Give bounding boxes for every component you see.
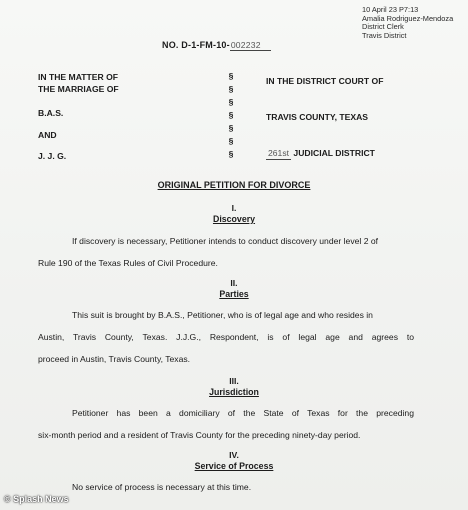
photo-credit-watermark: © Splash News [4, 494, 69, 504]
section-2-body [38, 304, 414, 370]
case-number-prefix: NO. D-1-FM-10- [162, 40, 230, 50]
paragraph-line [38, 402, 414, 424]
section-2-number: II. [230, 278, 238, 288]
case-number [162, 40, 271, 51]
line-text: No service of process is necessary at this time. [72, 482, 252, 492]
section-symbol: § [228, 123, 234, 133]
filing-stamp [362, 6, 453, 40]
line-text: Petitioner has been a domiciliary of the State of Texas for the preceding [72, 408, 414, 418]
document-title: ORIGINAL PETITION FOR DIVORCE [157, 180, 311, 190]
paragraph-line: proceed in Austin, Travis County, Texas. [38, 354, 191, 364]
section-1-heading: Discovery [212, 214, 256, 224]
section-symbol: § [228, 149, 234, 159]
caption-left-line2: THE MARRIAGE OF [38, 84, 119, 94]
caption-court: IN THE DISTRICT COURT OF [266, 76, 384, 86]
section-3-heading: Jurisdiction [209, 387, 259, 397]
paragraph-line [38, 230, 414, 252]
paragraph-line: six-month period and a resident of Travis County for the preceding ninety-day period. [38, 430, 361, 440]
caption-matter [38, 71, 119, 95]
caption-party-petitioner: B.A.S. [38, 108, 64, 118]
section-4-number: IV. [229, 450, 239, 460]
section-symbol: § [228, 84, 234, 94]
section-1-number: I. [231, 203, 237, 213]
section-symbol: § [228, 97, 234, 107]
court-suffix: JUDICIAL DISTRICT [293, 148, 375, 158]
court-number: 261st [268, 148, 290, 158]
section-4-body [38, 476, 414, 498]
section-1-body [38, 230, 414, 274]
paragraph-line: Rule 190 of the Texas Rules of Civil Procedure. [38, 258, 218, 268]
caption-left-line1: IN THE MATTER OF [38, 72, 119, 82]
stamp-clerk-name: Amalia Rodriguez-Mendoza [362, 13, 454, 23]
stamp-clerk-title: District Clerk [362, 22, 404, 32]
stamp-date: 10 April 23 P7:13 [362, 5, 419, 14]
section-4-heading: Service of Process [194, 461, 274, 471]
paragraph-line: Austin, Travis County, Texas. J.J.G., Respondent, is of legal age and agrees to [38, 332, 414, 342]
section-symbol: § [228, 110, 234, 120]
section-symbol: § [228, 136, 234, 146]
caption-judicial-district [266, 147, 375, 160]
section-3-number: III. [229, 376, 239, 386]
case-number-value: 002232 [230, 40, 271, 51]
caption-party-respondent: J. J. G. [38, 151, 67, 161]
paragraph-line [38, 304, 414, 326]
line-text: If discovery is necessary, Petitioner intends to conduct discovery under level 2 of [72, 236, 379, 246]
stamp-district: Travis District [362, 30, 407, 40]
paragraph-line [38, 476, 414, 498]
line-text: This suit is brought by B.A.S., Petitioner, who is of legal age and who resides in [72, 310, 373, 320]
caption-county: TRAVIS COUNTY, TEXAS [266, 112, 369, 122]
section-3-body [38, 402, 414, 446]
section-2-heading: Parties [219, 289, 249, 299]
section-symbol: § [228, 71, 234, 81]
section-symbols-column [226, 70, 236, 161]
caption-and: AND [38, 130, 57, 140]
